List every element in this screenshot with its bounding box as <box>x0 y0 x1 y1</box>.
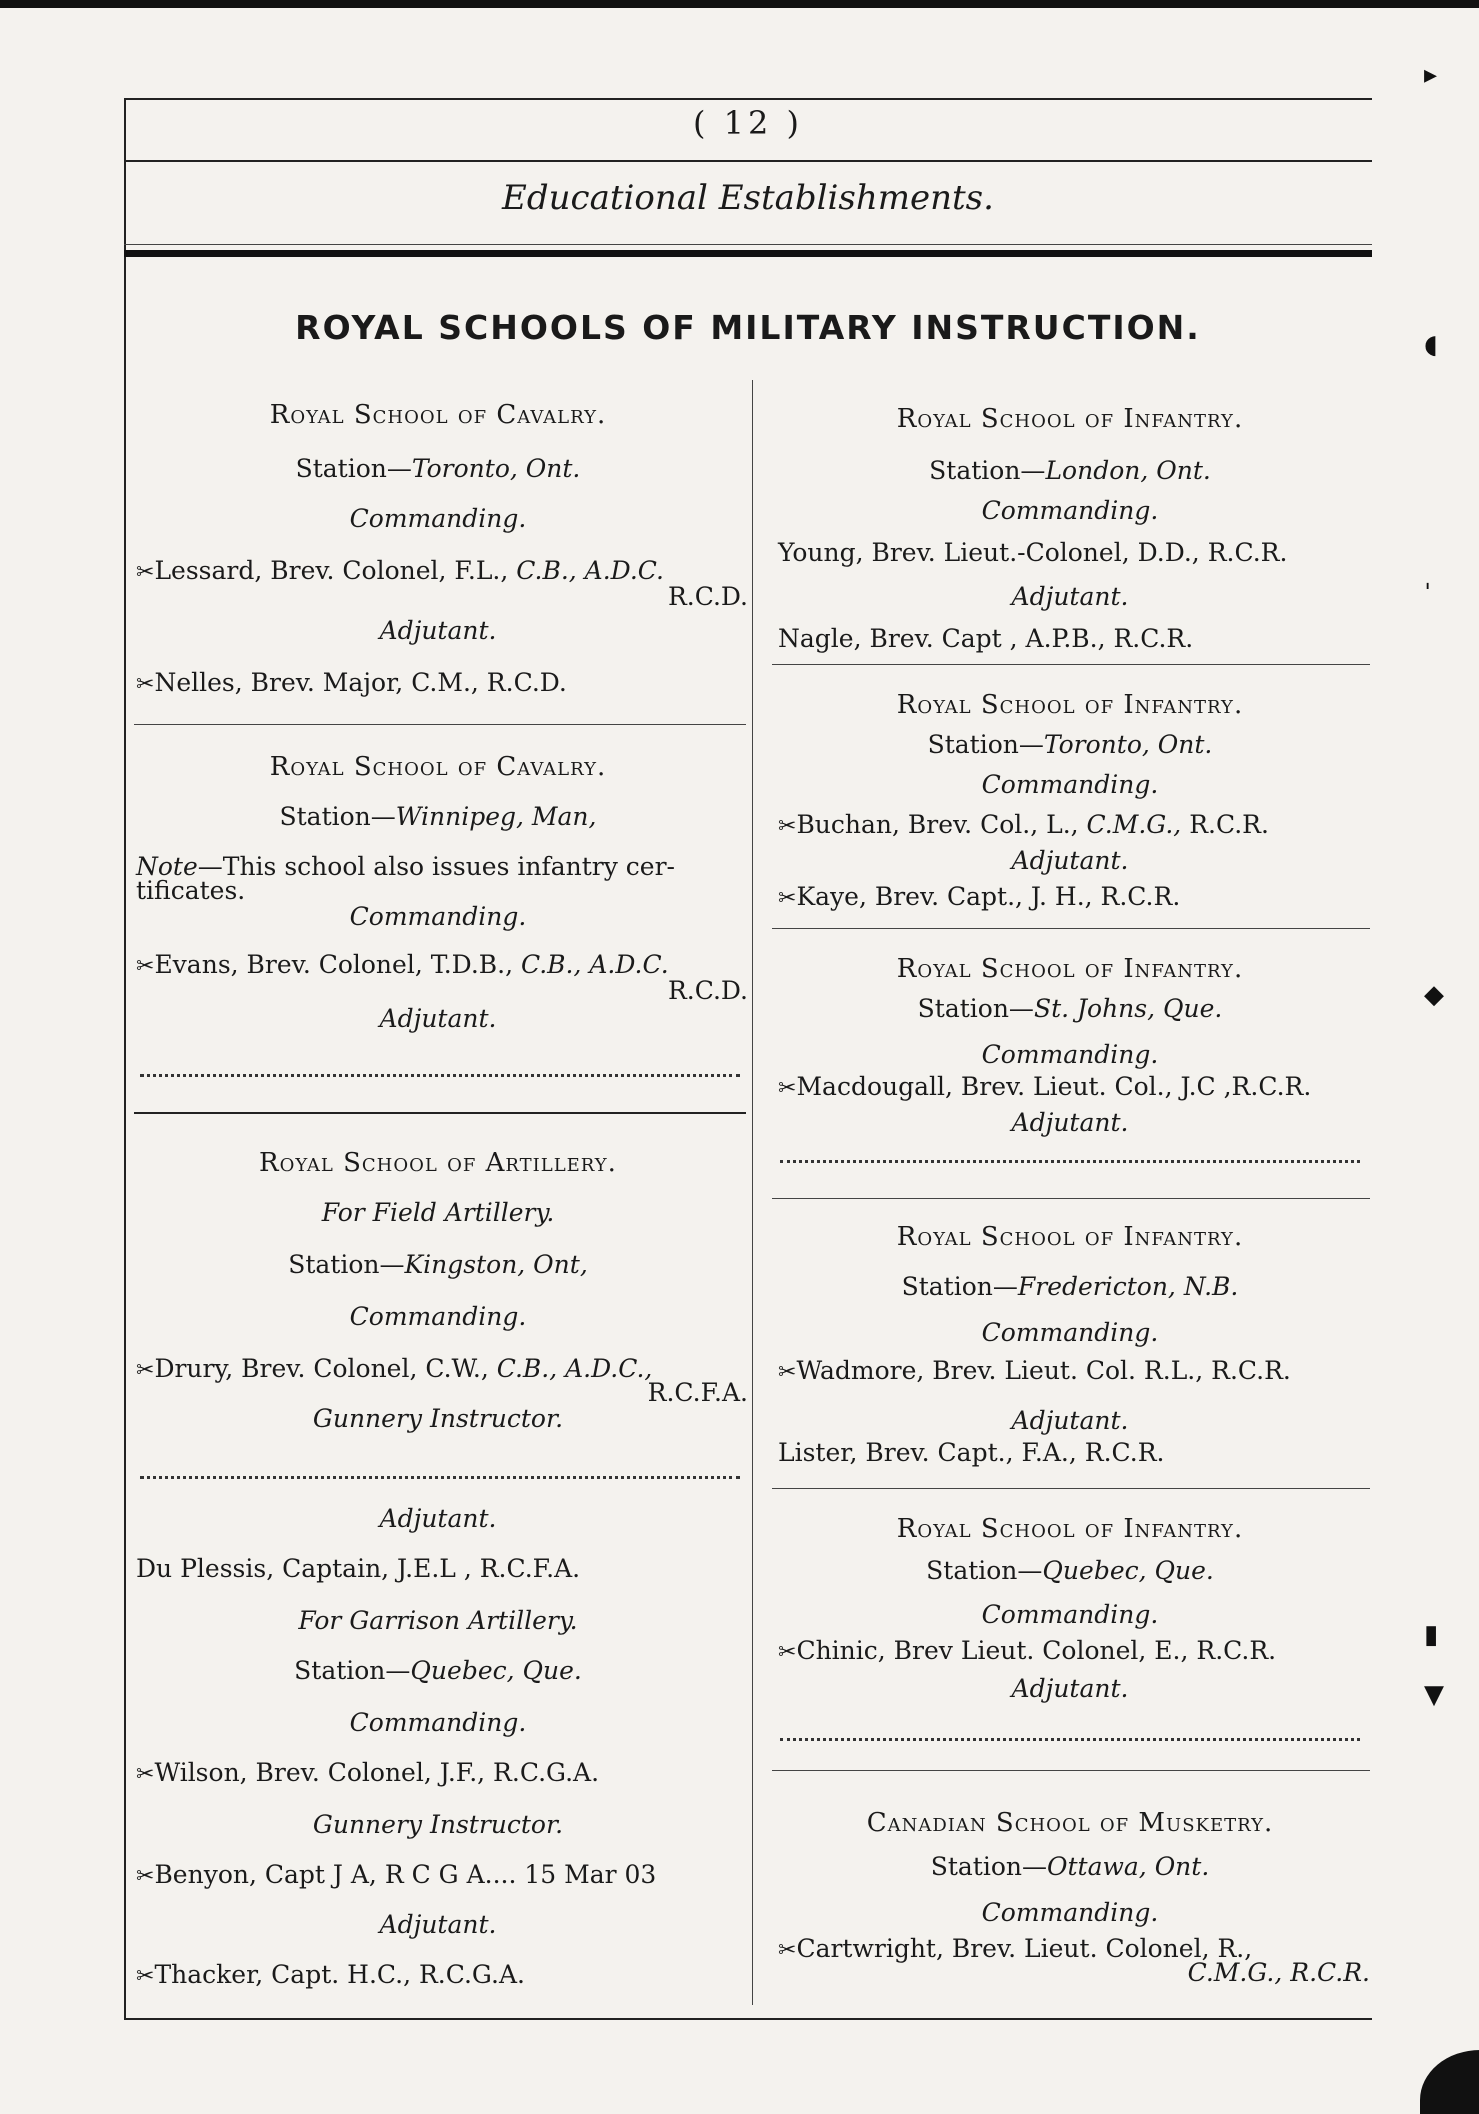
commander-line: ✂Wadmore, Brev. Lieut. Col. R.L., R.C.R. <box>778 1356 1291 1385</box>
scissors-icon: ✂ <box>778 814 797 839</box>
commander-line: ✂Cartwright, Brev. Lieut. Colonel, R., <box>778 1934 1253 1963</box>
dotted-leader <box>780 1160 1360 1163</box>
commanding-label: Commanding. <box>349 1708 527 1737</box>
adjutant-line: ✂Thacker, Capt. H.C., R.C.G.A. <box>136 1960 525 1989</box>
adjutant-line: ✂Nelles, Brev. Major, C.M., R.C.D. <box>136 668 567 697</box>
column-divider <box>752 380 753 2005</box>
school-title: Royal School of Artillery. <box>259 1148 617 1178</box>
adjutant-label: Adjutant. <box>1011 1108 1129 1137</box>
scissors-icon: ✂ <box>136 560 155 585</box>
rule-separator <box>772 1198 1370 1199</box>
station-line: Station—London, Ont. <box>929 456 1211 485</box>
rule-top <box>124 98 1372 100</box>
commander-honours: C.M.G., R.C.R. <box>1187 1958 1370 1987</box>
scissors-icon: ✂ <box>778 1640 797 1665</box>
adjutant-label: Adjutant. <box>379 1004 497 1033</box>
section-title: Educational Establishments. <box>502 178 994 218</box>
dotted-leader <box>140 1074 740 1077</box>
commanding-label: Commanding. <box>349 902 527 931</box>
margin-mark: ▼ <box>1424 1680 1444 1710</box>
rule-separator <box>772 1488 1370 1489</box>
commander-unit: R.C.F.A. <box>647 1378 748 1407</box>
rule-separator <box>772 664 1370 665</box>
commander-line: ✂Lessard, Brev. Colonel, F.L., C.B., A.D.C. <box>136 556 664 585</box>
dotted-leader <box>140 1476 740 1479</box>
scissors-icon: ✂ <box>778 1360 797 1385</box>
commander-line: ✂Chinic, Brev Lieut. Colonel, E., R.C.R. <box>778 1636 1277 1665</box>
school-title: Royal School of Cavalry. <box>269 400 607 430</box>
scissors-icon: ✂ <box>778 1076 797 1101</box>
rule-separator <box>134 724 746 725</box>
gunnery-label: Gunnery Instructor. <box>312 1404 564 1433</box>
school-title: Royal School of Infantry. <box>896 404 1244 434</box>
school-title: Canadian School of Musketry. <box>866 1808 1274 1838</box>
margin-mark: ◖ <box>1424 330 1438 360</box>
scissors-icon: ✂ <box>136 954 155 979</box>
garrison-station-line: Station—Quebec, Que. <box>294 1656 582 1685</box>
rule-thin <box>124 244 1372 245</box>
adjutant-label: Adjutant. <box>1011 1674 1129 1703</box>
commander-line: Young, Brev. Lieut.-Colonel, D.D., R.C.R. <box>778 538 1288 567</box>
adjutant-label: Adjutant. <box>1011 1406 1129 1435</box>
adjutant-label: Adjutant. <box>379 1910 497 1939</box>
commander-line: ✂Macdougall, Brev. Lieut. Col., J.C ,R.C.R. <box>778 1072 1312 1101</box>
station-name: Toronto, Ont. <box>411 454 581 483</box>
note-line-2: tificates. <box>136 876 246 905</box>
commanding-label: Commanding. <box>981 1600 1159 1629</box>
station-name: Kingston, Ont, <box>404 1250 588 1279</box>
rule-separator <box>772 1770 1370 1771</box>
station-name: Quebec, Que. <box>410 1656 582 1685</box>
rule-separator <box>772 928 1370 929</box>
station-name: Quebec, Que. <box>1042 1556 1214 1585</box>
margin-mark: ◆ <box>1424 980 1444 1010</box>
commander-unit: R.C.D. <box>667 976 748 1005</box>
station-line: Station—St. Johns, Que. <box>917 994 1223 1023</box>
commander-line: ✂Drury, Brev. Colonel, C.W., C.B., A.D.C., <box>136 1354 653 1383</box>
rule-separator <box>134 1112 746 1114</box>
scissors-icon: ✂ <box>136 1964 155 1989</box>
rule-bottom <box>124 2018 1372 2020</box>
station-line: Station—Toronto, Ont. <box>927 730 1213 759</box>
margin-mark: ▮ <box>1424 1620 1439 1650</box>
scissors-icon: ✂ <box>136 1864 155 1889</box>
commander-line: ✂Wilson, Brev. Colonel, J.F., R.C.G.A. <box>136 1758 600 1787</box>
station-line: Station—Ottawa, Ont. <box>930 1852 1210 1881</box>
adjutant-label: Adjutant. <box>1011 846 1129 875</box>
commanding-label: Commanding. <box>981 496 1159 525</box>
top-border <box>0 0 1479 8</box>
margin-mark: ▸ <box>1424 60 1438 90</box>
station-name: St. Johns, Que. <box>1033 994 1223 1023</box>
page-number: ( 12 ) <box>692 104 804 142</box>
commanding-label: Commanding. <box>981 1898 1159 1927</box>
adjutant-line: Nagle, Brev. Capt , A.P.B., R.C.R. <box>778 624 1194 653</box>
adjutant-line: ✂Kaye, Brev. Capt., J. H., R.C.R. <box>778 882 1181 911</box>
dotted-leader <box>780 1738 1360 1741</box>
adjutant-label: Adjutant. <box>1011 582 1129 611</box>
school-title: Royal School of Cavalry. <box>269 752 607 782</box>
commanding-label: Commanding. <box>981 770 1159 799</box>
garrison-artillery-label: For Garrison Artillery. <box>298 1606 578 1635</box>
school-title: Royal School of Infantry. <box>896 1514 1244 1544</box>
corner-shadow <box>1420 2050 1479 2114</box>
scissors-icon: ✂ <box>778 1938 797 1963</box>
commander-unit: R.C.D. <box>667 582 748 611</box>
commanding-label: Commanding. <box>349 504 527 533</box>
gunnery-label: Gunnery Instructor. <box>312 1810 564 1839</box>
margin-mark: ˈ <box>1424 580 1432 610</box>
station-line: Station—Quebec, Que. <box>926 1556 1214 1585</box>
adjutant-label: Adjutant. <box>379 616 497 645</box>
gunnery-instructor-line: ✂Benyon, Capt J A, R C G A.... 15 Mar 03 <box>136 1860 657 1889</box>
school-title: Royal School of Infantry. <box>896 954 1244 984</box>
adjutant-line: Lister, Brev. Capt., F.A., R.C.R. <box>778 1438 1165 1467</box>
commander-line: ✂Buchan, Brev. Col., L., C.M.G., R.C.R. <box>778 810 1269 839</box>
scissors-icon: ✂ <box>136 1762 155 1787</box>
rule-under-page-number <box>124 160 1372 162</box>
school-title: Royal School of Infantry. <box>896 690 1244 720</box>
school-title: Royal School of Infantry. <box>896 1222 1244 1252</box>
station-line: Station—Winnipeg, Man, <box>279 802 597 831</box>
station-name: Ottawa, Ont. <box>1047 1852 1210 1881</box>
adjutant-line: Du Plessis, Captain, J.E.L , R.C.F.A. <box>136 1554 581 1583</box>
adjutant-label: Adjutant. <box>379 1504 497 1533</box>
field-artillery-label: For Field Artillery. <box>321 1198 555 1227</box>
station-line: Station—Toronto, Ont. <box>295 454 581 483</box>
station-name: Winnipeg, Man, <box>395 802 597 831</box>
station-name: London, Ont. <box>1045 456 1211 485</box>
station-name: Fredericton, N.B. <box>1017 1272 1239 1301</box>
commander-line: ✂Evans, Brev. Colonel, T.D.B., C.B., A.D.C. <box>136 950 669 979</box>
scissors-icon: ✂ <box>136 1358 155 1383</box>
station-line: Station—Kingston, Ont, <box>288 1250 588 1279</box>
station-line: Station—Fredericton, N.B. <box>901 1272 1239 1301</box>
station-name: Toronto, Ont. <box>1043 730 1213 759</box>
scissors-icon: ✂ <box>136 672 155 697</box>
commanding-label: Commanding. <box>349 1302 527 1331</box>
scissors-icon: ✂ <box>778 886 797 911</box>
note-line: Note—This school also issues infantry cer- <box>136 852 675 881</box>
commanding-label: Commanding. <box>981 1318 1159 1347</box>
rule-thick <box>124 250 1372 257</box>
main-heading: ROYAL SCHOOLS OF MILITARY INSTRUCTION. <box>295 308 1201 347</box>
commanding-label: Commanding. <box>981 1040 1159 1069</box>
